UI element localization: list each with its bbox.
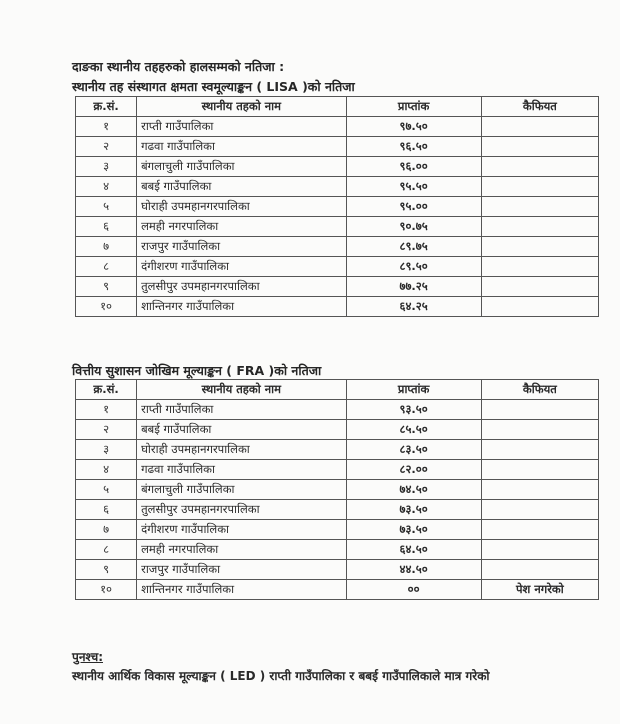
score-cell: ८९.७५ — [346, 237, 481, 257]
remarks-cell — [481, 560, 598, 580]
name-cell: शान्तिनगर गाउँपालिका — [137, 580, 346, 600]
score-cell: ७३.५० — [346, 500, 481, 520]
table-row — [76, 480, 599, 500]
remarks-cell — [481, 217, 598, 237]
serial-cell: ८ — [76, 540, 137, 560]
column-header-remarks: कैफियत — [481, 380, 598, 400]
column-header-remarks: कैफियत — [481, 97, 598, 117]
serial-cell: ३ — [76, 157, 137, 177]
name-cell: बबई गाउँपालिका — [137, 420, 346, 440]
score-cell: ९०.७५ — [346, 217, 481, 237]
remarks-cell — [481, 137, 598, 157]
remarks-cell — [481, 157, 598, 177]
score-cell: ७७.२५ — [346, 277, 481, 297]
serial-cell: ४ — [76, 177, 137, 197]
table-row — [76, 520, 599, 540]
remarks-cell — [481, 400, 598, 420]
serial-cell: ९ — [76, 560, 137, 580]
serial-cell: २ — [76, 137, 137, 157]
column-header-score: प्राप्तांक — [346, 97, 481, 117]
name-cell: बंगलाचुली गाउँपालिका — [137, 157, 346, 177]
fra-results-table — [75, 379, 599, 600]
name-cell: तुलसीपुर उपमहानगरपालिका — [137, 277, 346, 297]
table-row — [76, 560, 599, 580]
score-cell: ९३.५० — [346, 400, 481, 420]
table-header-row — [76, 380, 599, 400]
table-row — [76, 500, 599, 520]
name-cell: गढवा गाउँपालिका — [137, 137, 346, 157]
serial-cell: ६ — [76, 500, 137, 520]
score-cell: ७३.५० — [346, 520, 481, 540]
serial-cell: ८ — [76, 257, 137, 277]
serial-cell: २ — [76, 420, 137, 440]
score-cell: ४४.५० — [346, 560, 481, 580]
serial-cell: १० — [76, 297, 137, 317]
remarks-cell — [481, 420, 598, 440]
serial-cell: १ — [76, 400, 137, 420]
postscript-body: स्थानीय आर्थिक विकास मूल्याङ्कन ( LED ) राप्ती गाउँपालिका र बबई गाउँपालिकाले मात्र गरेको — [72, 669, 490, 683]
remarks-cell — [481, 197, 598, 217]
remarks-cell — [481, 500, 598, 520]
score-cell: ०० — [346, 580, 481, 600]
table-row — [76, 277, 599, 297]
table-row — [76, 400, 599, 420]
table-header-row — [76, 97, 599, 117]
name-cell: राप्ती गाउँपालिका — [137, 117, 346, 137]
remarks-cell — [481, 237, 598, 257]
table-row — [76, 460, 599, 480]
table-row — [76, 540, 599, 560]
remarks-cell — [481, 277, 598, 297]
remarks-cell — [481, 177, 598, 197]
remarks-cell — [481, 540, 598, 560]
score-cell: ८५.५० — [346, 420, 481, 440]
name-cell: राजपुर गाउँपालिका — [137, 237, 346, 257]
column-header-serial: क्र.सं. — [76, 97, 137, 117]
table-row — [76, 257, 599, 277]
serial-cell: ५ — [76, 480, 137, 500]
score-cell: ९७.५० — [346, 117, 481, 137]
serial-cell: ९ — [76, 277, 137, 297]
name-cell: गढवा गाउँपालिका — [137, 460, 346, 480]
table-row — [76, 137, 599, 157]
name-cell: राजपुर गाउँपालिका — [137, 560, 346, 580]
score-cell: ६४.२५ — [346, 297, 481, 317]
score-cell: ६४.५० — [346, 540, 481, 560]
remarks-cell — [481, 297, 598, 317]
remarks-cell: पेश नगरेको — [481, 580, 598, 600]
serial-cell: ६ — [76, 217, 137, 237]
remarks-cell — [481, 440, 598, 460]
score-cell: ८९.५० — [346, 257, 481, 277]
table-row — [76, 420, 599, 440]
score-cell: ९६.०० — [346, 157, 481, 177]
serial-cell: १० — [76, 580, 137, 600]
remarks-cell — [481, 520, 598, 540]
name-cell: लमही नगरपालिका — [137, 540, 346, 560]
remarks-cell — [481, 480, 598, 500]
table-row — [76, 197, 599, 217]
name-cell: तुलसीपुर उपमहानगरपालिका — [137, 500, 346, 520]
score-cell: ९५.०० — [346, 197, 481, 217]
serial-cell: ७ — [76, 237, 137, 257]
serial-cell: ४ — [76, 460, 137, 480]
score-cell: ७४.५० — [346, 480, 481, 500]
score-cell: ९६.५० — [346, 137, 481, 157]
table-row — [76, 297, 599, 317]
score-cell: ८२.०० — [346, 460, 481, 480]
table-row — [76, 237, 599, 257]
lisa-results-table — [75, 96, 599, 317]
remarks-cell — [481, 257, 598, 277]
serial-cell: ५ — [76, 197, 137, 217]
name-cell: शान्तिनगर गाउँपालिका — [137, 297, 346, 317]
table-row — [76, 177, 599, 197]
name-cell: बंगलाचुली गाउँपालिका — [137, 480, 346, 500]
name-cell: राप्ती गाउँपालिका — [137, 400, 346, 420]
document-title: दाङका स्थानीय तहहरुको हालसम्मको नतिजा : — [72, 59, 285, 74]
fra-table-body — [76, 400, 599, 600]
serial-cell: १ — [76, 117, 137, 137]
column-header-name: स्थानीय तहको नाम — [137, 380, 346, 400]
remarks-cell — [481, 117, 598, 137]
lisa-table-body — [76, 117, 599, 317]
name-cell: घोराही उपमहानगरपालिका — [137, 440, 346, 460]
table-row — [76, 157, 599, 177]
name-cell: दंगीशरण गाउँपालिका — [137, 257, 346, 277]
table-row — [76, 580, 599, 600]
column-header-serial: क्र.सं. — [76, 380, 137, 400]
name-cell: बबई गाउँपालिका — [137, 177, 346, 197]
lisa-heading: स्थानीय तह संस्थागत क्षमता स्वमूल्याङ्कन ( LISA )को नतिजा — [72, 79, 355, 94]
score-cell: ९५.५० — [346, 177, 481, 197]
serial-cell: ७ — [76, 520, 137, 540]
remarks-cell — [481, 460, 598, 480]
name-cell: लमही नगरपालिका — [137, 217, 346, 237]
table-row — [76, 117, 599, 137]
score-cell: ८३.५० — [346, 440, 481, 460]
column-header-name: स्थानीय तहको नाम — [137, 97, 346, 117]
column-header-score: प्राप्तांक — [346, 380, 481, 400]
postscript-title: पुनश्च: — [72, 650, 103, 664]
table-row — [76, 217, 599, 237]
fra-heading: वित्तीय सुशासन जोखिम मूल्याङ्कन ( FRA )को नतिजा — [72, 363, 322, 378]
table-row — [76, 440, 599, 460]
name-cell: दंगीशरण गाउँपालिका — [137, 520, 346, 540]
name-cell: घोराही उपमहानगरपालिका — [137, 197, 346, 217]
serial-cell: ३ — [76, 440, 137, 460]
